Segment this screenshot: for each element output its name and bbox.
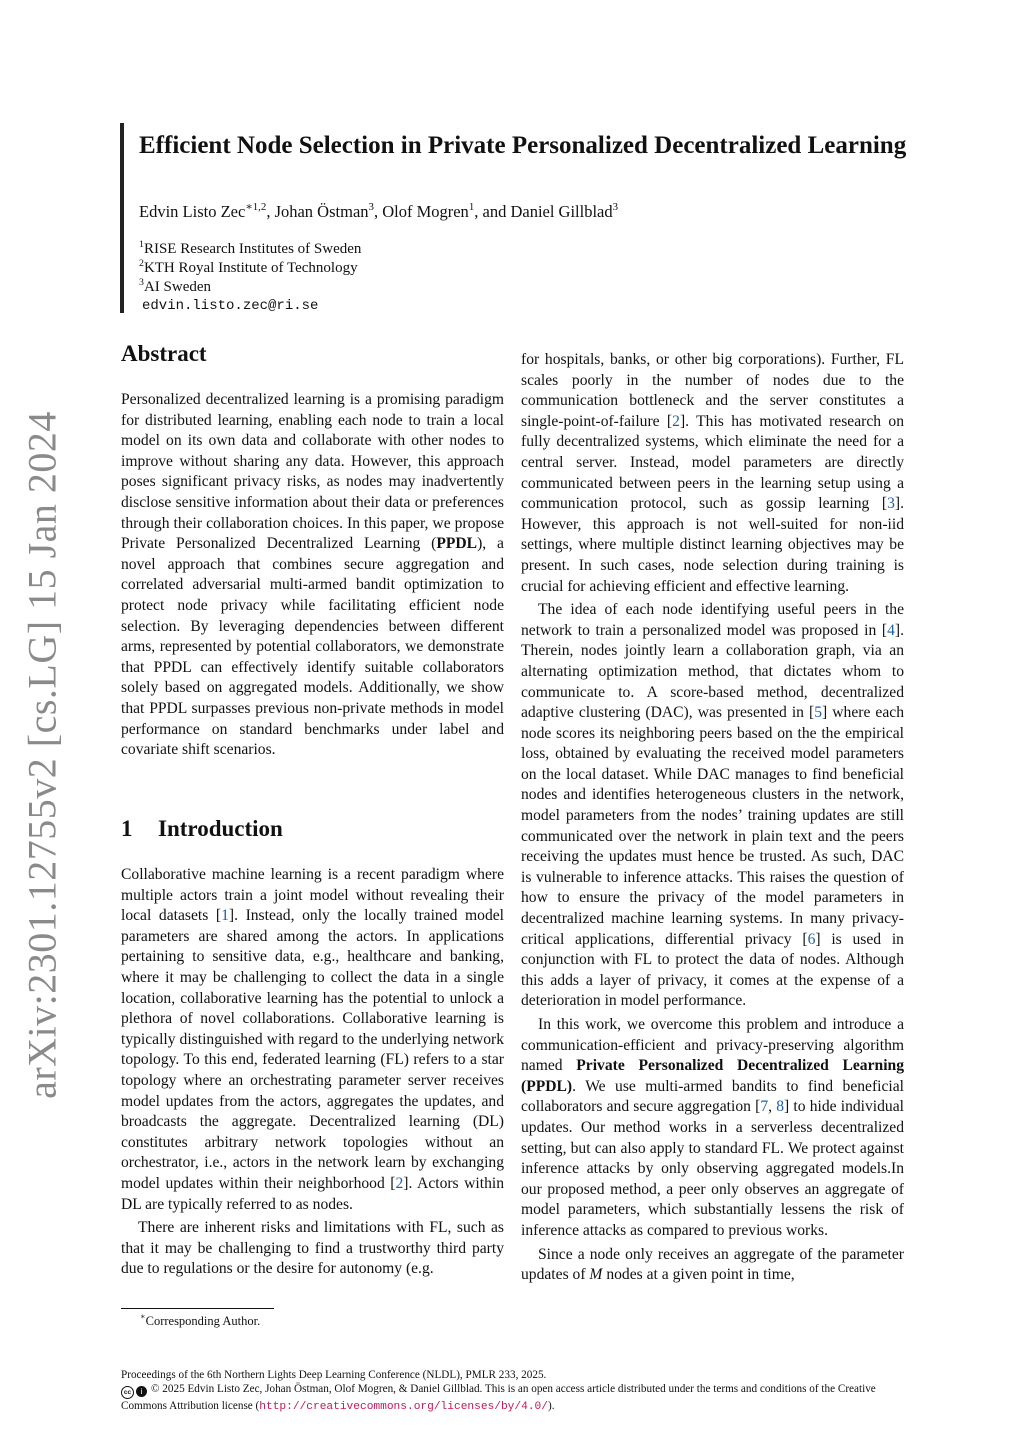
right-column-body [521, 350, 904, 1286]
affiliation [139, 278, 361, 297]
proceedings-line: Proceedings of the 6th Northern Lights Deep Learning Conference (NLDL), PMLR 233, 2025. [121, 1369, 547, 1381]
license-line [121, 1382, 911, 1414]
paragraph [521, 350, 904, 597]
affiliation-number: 2 [139, 257, 144, 269]
license-text: © 2025 Edvin Listo Zec, Johan Östman, Olof Mogren, & Daniel Gillblad. This is an open access article distributed under the terms and conditions of the Creative Commons Attribution license ( [121, 1383, 876, 1412]
text-run: Personalized decentralized learning is a promising paradigm for distributed learning, enabling each node to train a local model on its own data and collaborate with other nodes to improve without sharing any data. However, this approach poses significant privacy risks, as nodes may inadvertently disclose sensitive information about their data or preferences through their collaboration choices. In this paper, we propose Private Personalized Decentralized Learning ( [121, 391, 504, 553]
contact-email[interactable]: edvin.listo.zec@ri.se [142, 298, 319, 314]
paper-title: Efficient Node Selection in Private Personalized Decentralized Learning [139, 132, 907, 159]
affiliation-number: 1 [139, 238, 144, 250]
paragraph [521, 1245, 904, 1286]
text-run: ]. Actors within DL are typically referred to as nodes. [121, 1174, 505, 1213]
text-run: ]. Therein, nodes jointly learn a collaboration graph, via an alternating optimization method, that dictates whom to communicate to. A score-based method, decentralized adaptive clustering (DAC), was presented in [ [521, 621, 904, 722]
affiliation [139, 240, 361, 259]
bold-text: PPDL [436, 535, 478, 553]
license-url-link[interactable]: http://creativecommons.org/licenses/by/4.0/ [259, 1401, 548, 1413]
paragraph [521, 600, 904, 1012]
affiliation-number: 3 [139, 276, 144, 288]
footnote-rule [121, 1308, 274, 1309]
author-separator: , [266, 202, 275, 221]
text-run: The idea of each node identifying useful peers in the network to train a personalized model was proposed in [ [521, 601, 904, 639]
affiliation-name: RISE Research Institutes of Sweden [143, 241, 362, 257]
author-separator: , and [474, 202, 511, 221]
citation-link[interactable]: 6 [807, 930, 816, 948]
citation-link[interactable]: 5 [814, 704, 823, 722]
citation-link[interactable]: 4 [887, 621, 895, 639]
section-heading-introduction [121, 816, 283, 842]
paragraph [121, 865, 504, 1215]
author-affil: 1 [468, 200, 475, 213]
paragraph: There are inherent risks and limitations with FL, such as that it may be challenging to find a trustworthy third party due to regulations or the desire for autonomy (e.g. [121, 1219, 504, 1278]
text-run: for hospitals, banks, or other big corporations). Further, FL scales poorly in the number of nodes due to the communication bottleneck and the server constitutes a single-point-of-failure [ [521, 351, 904, 430]
author-affil: 3 [368, 200, 374, 213]
footnote-text: Corresponding Author. [145, 1314, 261, 1328]
text-run: , [768, 1098, 777, 1116]
author: Edvin Listo Zec [139, 202, 246, 221]
text-run: ] is used in conjunction with FL to protect the data of nodes. Although this adds a layer of privacy, it comes at the expense of a deterioration in model performance. [521, 930, 904, 1010]
math-symbol: M [589, 1266, 603, 1284]
attribution-icon: i [136, 1386, 147, 1397]
text-run: ]. Instead, only the locally trained model parameters are shared among the actors. In applications pertaining to sensitive data, e.g., healthcare and banking, where it may be challenging to collect the data in a single location, collaborative learning has the potential to unlock a plethora of novel collaborations. Collaborative learning is typically distinguished with regard to the underlying network topology. To this end, federated learning (FL) refers to a star topology where an orchestrating parameter server receives model updates from the actors, aggregates the updates, and broadcasts the aggregate. Decentralized learning (DL) constitutes arbitrary network topologies without an orchestrator, i.e., actors in the network learn by exchanging model updates within their neighborhood [ [121, 907, 504, 1192]
citation-link[interactable]: 2 [672, 412, 680, 430]
author: Daniel Gillblad [510, 202, 613, 221]
footnote-mark: ∗ [140, 1312, 146, 1322]
section-number: 1 [121, 816, 133, 841]
text-run: ), a novel approach that combines secure aggregation and correlated adversarial multi-armed bandit optimization to protect node privacy while facilitating efficient node selection. By leveraging dependencies between different arms, represented by potential collaborators, we demonstrate that PPDL can effectively identify suitable collaborators solely based on aggregated models. Additionally, we show that PPDL surpasses previous non-private methods in model performance on standard benchmarks under label and covariate shift scenarios. [121, 535, 504, 759]
citation-link[interactable]: 2 [395, 1174, 404, 1192]
author: Johan Östman [274, 202, 369, 221]
footnote [140, 1314, 260, 1329]
author: Olof Mogren [382, 202, 469, 221]
affiliation-name: AI Sweden [143, 279, 212, 295]
text-run: ] where each node scores its neighboring peers based on the the empirical loss, obtained by evaluating the received model parameters on the local dataset. While DAC manages to find beneficial nodes and identifies heterogeneous clusters in the network, model parameters from the nodes’ training updates are still communicated over the network in plain text and the peers receiving the updates must hence be trusted. As such, DAC is vulnerable to inference attacks. This raises the question of how to ensure the privacy of the model parameters in decentralized machine learning systems. In many privacy-critical applications, differential privacy [ [521, 704, 904, 948]
license-text-end: ). [547, 1400, 555, 1412]
affiliation [139, 259, 361, 278]
paragraph [521, 1015, 904, 1242]
creative-commons-icon: cc [121, 1386, 134, 1399]
affiliation-name: KTH Royal Institute of Technology [143, 260, 358, 276]
author-separator: , [373, 202, 383, 221]
citation-link[interactable]: 1 [221, 907, 229, 925]
author-affil: 3 [612, 200, 619, 213]
text-run: Since a node only receives an aggregate of the parameter updates of [521, 1245, 904, 1284]
text-run: ]. This has motivated research on fully decentralized systems, which eliminate the need for a central server. Instead, model parameters are directly communicated between peers in the learning setup using a communication protocol, such as gossip learning [ [521, 412, 905, 513]
abstract-body [121, 390, 504, 761]
abstract-paragraph [121, 390, 504, 761]
bold-text: Private Personalized Decentralized Learning (PPDL) [521, 1057, 905, 1095]
arxiv-id: arXiv:2301.12755v2 [cs.LG] 15 Jan 2024 [19, 411, 65, 1099]
text-run: . We use multi-armed bandits to find beneficial collaborators and secure aggregation [ [521, 1077, 904, 1116]
section-title: Introduction [158, 816, 283, 841]
title-accent-bar [120, 123, 124, 313]
introduction-body [121, 865, 504, 1280]
author-list [139, 202, 618, 222]
text-run: Collaborative machine learning is a recent paradigm where multiple actors train a joint model without revealing their local datasets [ [121, 866, 504, 925]
affiliations [139, 240, 361, 316]
text-run: ] to hide individual updates. Our method works in a serverless decentralized setting, but can also apply to standard FL. We protect against inference attacks by only observing aggregated models.In our proposed method, a peer only observes an aggregate of model parameters, which substantially lessens the risk of inference attacks as compared to previous works. [521, 1098, 904, 1239]
author-affil: ∗1,2 [245, 200, 267, 213]
citation-link[interactable]: 7 [760, 1098, 769, 1116]
citation-link[interactable]: 8 [776, 1098, 784, 1116]
text-run: In this work, we overcome this problem and introduce a communication-efficient and privacy-preserving algorithm named [521, 1016, 904, 1075]
text-run: nodes at a given point in time, [602, 1266, 795, 1284]
abstract-heading: Abstract [121, 341, 207, 366]
proceedings-footer [121, 1368, 911, 1414]
citation-link[interactable]: 3 [887, 495, 895, 513]
text-run: ]. However, this approach is not well-suited for non-iid settings, where multiple distinct learning objectives may be present. In such cases, node selection during training is crucial for achieving efficient and effective learning. [521, 495, 904, 595]
